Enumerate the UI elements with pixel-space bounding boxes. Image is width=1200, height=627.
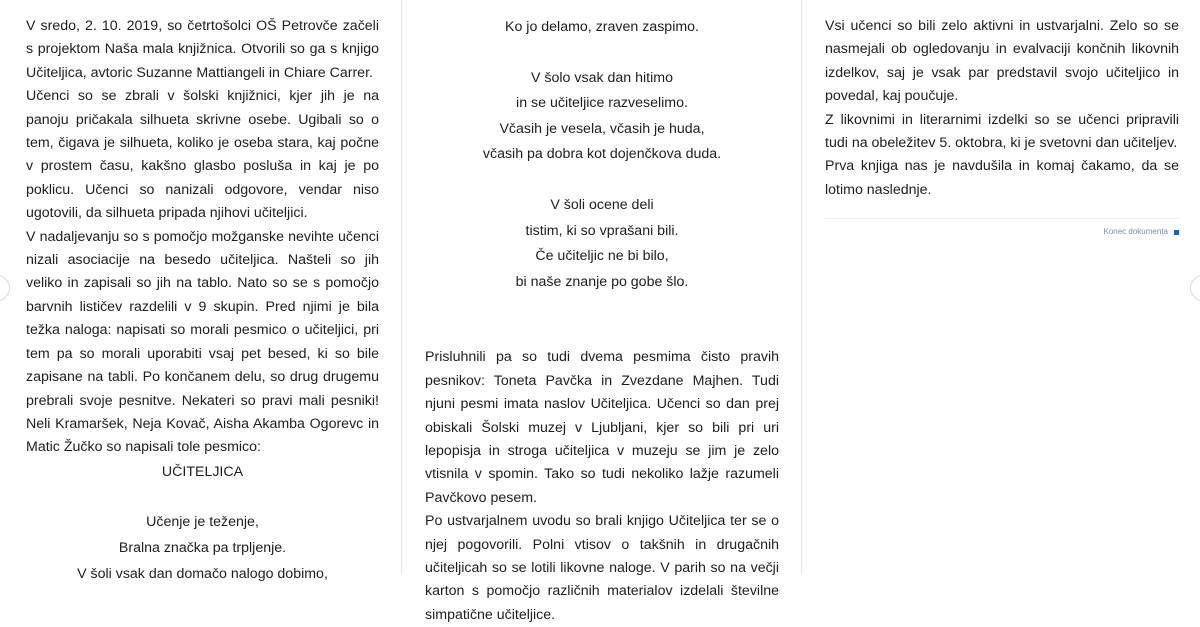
paragraph: Po ustvarjalnem uvodu so brali knjigo Učiteljica ter se o njej pogovorili. Polni vtisov o takšnih in drugačnih učiteljicah so se lotili likovne naloge. V parih so na večji karton s pomočjo različnih materialov izdelali številne simpatične učiteljice. (425, 513, 779, 623)
paragraph: V nadaljevanju so s pomočjo možganske nevihte učenci nizali asociacije na besedo učiteljica. Našteli so jih veliko in zapisali so jih na tablo. Nato so se s pomočjo barvnih lističev razdelili v 9 skupin. Pred njimi je bila težka naloga: napisati so morali pesmico o učiteljici, pri tem pa so morali uporabiti vsaj pet besed, ki so bile zapisane na tabli. Po končanem delu, so drug drugemu prebrali svoje pesnitve. Nekateri so pravi mali pesniki! Neli Kramaršek, Neja Kovač, Aisha Akamba Ogorevc in Matic Žučko so napisali tole pesmico: (26, 228, 379, 456)
end-of-document-label: Konec dokumenta (1103, 227, 1168, 237)
poem-line: Učenje je teženje, (146, 514, 259, 531)
poem-line: Bralna značka pa trpljenje. (118, 539, 287, 556)
paragraph: Prisluhnili pa so tudi dvema pesmima čisto pravih pesnikov: Toneta Pavčka in Zvezdane Majhen. Tudi njuni pesmi imata naslov Učiteljica. Učenci so dan prej obiskali Šolski muzej v Ljubljani, kjer so bili pri uri lepopisja in stroga učiteljica v muzeju se jim je zelo vtisnila v spomin. Tako so tudi nekoliko lažje razumeli Pavčkovo pesem. (425, 349, 779, 506)
poem-line: Včasih je vesela, včasih je huda, (499, 120, 705, 137)
poem-line: včasih pa dobra kot dojenčkova duda. (482, 146, 722, 163)
poem-line: Če učiteljic ne bi bilo, (535, 248, 669, 265)
square-icon (1174, 230, 1179, 235)
paragraph: V sredo, 2. 10. 2019, so četrtošolci OŠ Petrovče začeli s projektom Naša mala knjižnica. Otvorili so ga s knjigo Učiteljica, avtoric Suzanne Mattiangeli in Chiare Carrer. (26, 18, 379, 81)
paragraph: Vsi učenci so bili zelo aktivni in ustvarjalni. Zelo so se nasmejali ob ogledovanju in evalvaciji končnih likovnih izdelkov, saj je vsak par predstavil svojo učiteljico in povedal, kaj poučuje. (825, 18, 1179, 105)
poem-title: UČITELJICA (161, 463, 244, 480)
article-column-2 (402, 0, 802, 623)
poem-line: tistim, ki so vprašani bili. (525, 222, 679, 239)
paragraph: Z likovnimi in literarnimi izdelki so se učenci pripravili tudi na obeležitev 5. oktobra, ki je svetovni dan učiteljev. (825, 111, 1179, 152)
poem-line: in se učiteljice razveselimo. (516, 95, 688, 112)
paragraph: Učenci so se zbrali v šolski knjižnici, kjer jih je na panoju pričakala silhueta skrivne osebe. Ugibali so o tem, čigava je silhueta, koliko je oseba stara, kaj počne v prostem času, kakšno glasbo posluša in kaj je po poklicu. Učenci so nanizali odgovore, vendar niso ugotovili, da silhueta pripada njihovi učiteljici. (26, 88, 379, 222)
end-divider (825, 218, 1179, 219)
poem-line: Ko jo delamo, zraven zaspimo. (505, 19, 699, 35)
poem-line: V šoli ocene deli (550, 196, 654, 213)
poem-line: bi naše znanje po gobe šlo. (515, 273, 689, 290)
paragraph: Prva knjiga nas je navdušila in komaj čakamo, da se lotimo naslednje. (825, 158, 1179, 198)
end-of-document-marker (825, 227, 1179, 236)
article-column-1 (0, 0, 402, 582)
poem-line: V šolo vsak dan hitimo (531, 69, 673, 86)
poem-line: V šoli vsak dan domačo nalogo dobimo, (77, 565, 328, 582)
article-column-3 (802, 0, 1200, 575)
